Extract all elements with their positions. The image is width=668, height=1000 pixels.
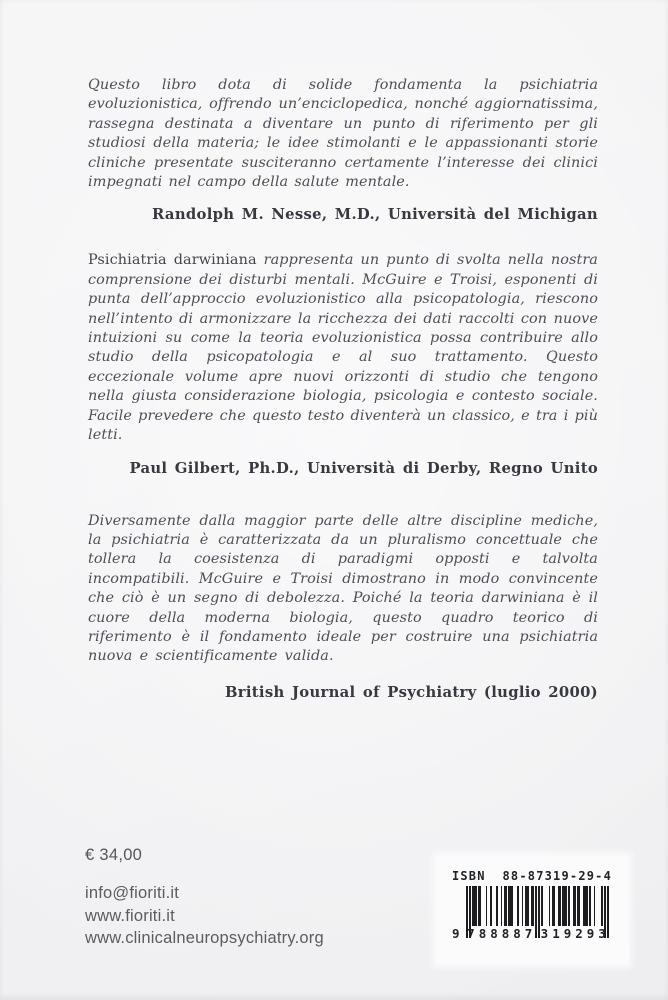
barcode-bar (517, 886, 519, 926)
review-attribution-bjp: British Journal of Psychiatry (luglio 2000) (224, 683, 598, 701)
review-attribution-nesse: Randolph M. Nesse, M.D., Università del Michigan (152, 206, 598, 224)
book-title-mention: Psichiatria darwiniana (88, 252, 257, 269)
barcode-bar (508, 886, 513, 926)
barcode-digit-first: 9 (452, 926, 460, 941)
barcode-bar (573, 886, 576, 926)
review-attribution-gilbert: Paul Gilbert, Ph.D., Università di Derby, Regno Unito (129, 459, 598, 477)
publisher-email: info@fioriti.it (85, 884, 180, 902)
barcode-bar (594, 886, 596, 926)
barcode-bar (496, 886, 498, 926)
barcode-bar (472, 886, 477, 926)
barcode-bar (583, 886, 588, 926)
publisher-website: www.fioriti.it (85, 906, 175, 925)
review-quote-gilbert-text: rappresenta un punto di svolta nella nostra comprensione dei disturbi mentali. McGuire e Troisi, esponenti di punta dell’approccio evoluzionistico alla psicopatologia, riescono nell’intento di armonizzare la ricchezza dei dati raccolti con nuove intuizioni su come la teoria evoluzionistica possa contribuire allo studio della psicopatologia e al suo trattamento. Questo eccezionale volume apre nuovi orizzonti di studio che tengono nella giusta considerazione biologia, psicologia e contesto sociale. Facile prevedere che questo testo diventerà un classico, e tra i più letti. (88, 252, 598, 444)
barcode-bar (531, 886, 534, 926)
review-quote-nesse: Questo libro dota di solide fondamenta la psichiatria evoluzionistica, offrendo un’enciclopedica, nonché aggiornatissima, rassegna destinata a diventare un punto di riferimento per gli studiosi della materia; le idee stimolanti e le appassionanti storie cliniche presentate susciteranno certamente l’interesse dei clinici impegnati nel campo della salute mentale. (88, 77, 598, 191)
barcode-bar (562, 886, 567, 926)
barcode-bar (589, 886, 591, 926)
barcode-bar (525, 886, 530, 926)
barcode-bar (478, 886, 481, 926)
barcode-bar (577, 886, 580, 926)
barcode-bar (541, 886, 543, 926)
publisher-contacts (85, 882, 324, 950)
barcode-bar (490, 886, 492, 926)
barcode-bar (601, 886, 603, 926)
barcode-bar (522, 886, 524, 926)
price-label: € 34,00 (85, 846, 143, 864)
barcode-bar (568, 886, 570, 926)
isbn-number-label: ISBN 88-87319-29-4 (451, 869, 613, 883)
barcode-bar (552, 886, 555, 926)
barcode-digit-group2: 319293 (540, 926, 610, 941)
barcode-bar (501, 886, 503, 926)
barcode-digits (452, 926, 612, 941)
review-quote-bjp: Diversamente dalla maggior parte delle altre discipline mediche, la psichiatria è caratterizzata da un pluralismo concettuale che tollera la coesistenza di paradigmi opposti e talvolta incompatibili. McGuire e Troisi dimostrano in modo convincente che ciò è un segno di debolezza. Poiché la teoria darwiniana è il cuore della moderna biologia, questo quadro teorico di riferimento è il fondamento ideale per costruire una psichiatria nuova e scientificamente valida. (88, 512, 598, 665)
barcode-digit-group1: 788887 (467, 926, 537, 941)
barcode-bar (504, 886, 507, 926)
barcode-bar (549, 886, 551, 926)
review-blurbs (88, 76, 598, 702)
review-quote-gilbert (88, 251, 598, 445)
journal-website: www.clinicalneuropsychiatry.org (85, 929, 324, 947)
ean13-barcode (452, 886, 612, 950)
barcode-bar (486, 886, 488, 926)
barcode-bar (558, 886, 561, 926)
isbn-barcode-block (436, 856, 628, 964)
